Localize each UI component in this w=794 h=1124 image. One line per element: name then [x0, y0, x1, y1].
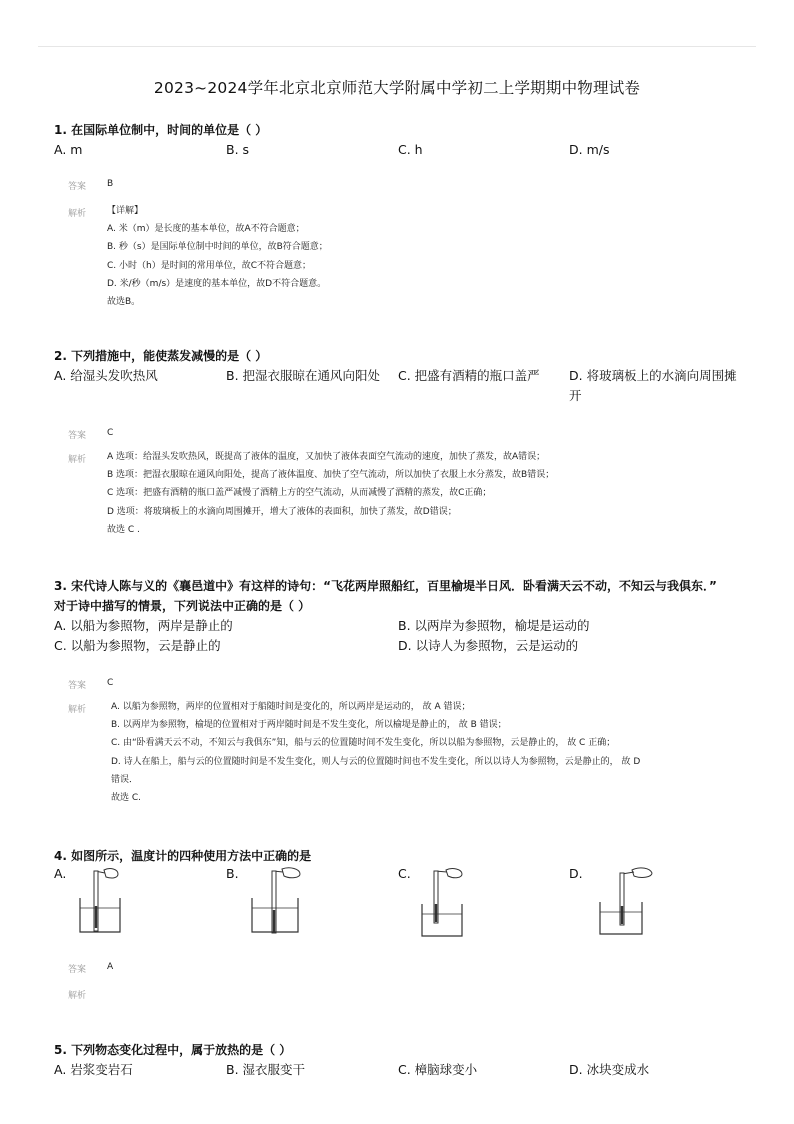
header-rule — [38, 46, 756, 47]
analysis-line: A. 米（m）是长度的基本单位，故A不符合题意； — [107, 224, 305, 235]
answer-value: C — [107, 428, 114, 438]
answer-value: C — [107, 678, 114, 688]
beaker-thermometer-icon — [586, 864, 666, 938]
question-2 — [54, 346, 744, 535]
figure-label-a[interactable]: A. — [54, 866, 67, 881]
figure-label-b[interactable]: B. — [226, 866, 239, 881]
analysis-label: 解析 — [68, 455, 87, 465]
beaker-thermometer-icon — [68, 866, 132, 936]
analysis-line: C 选项：把盛有酒精的瓶口盖严减慢了酒精上方的空气流动，从而减慢了酒精的蒸发，故C正确； — [107, 488, 492, 499]
answer-label: 答案 — [68, 431, 87, 441]
option-c[interactable]: C. 以船为参照物，云是静止的 — [54, 638, 221, 653]
analysis-line: D 选项：将玻璃板上的水滴向周围摊开，增大了液体的表面积，加快了蒸发，故D错误； — [107, 506, 457, 517]
answer-label: 答案 — [68, 681, 87, 691]
option-c[interactable]: C. 把盛有酒精的瓶口盖严 — [398, 368, 540, 383]
analysis-line: B. 秒（s）是国际单位制中时间的单位，故B符合题意； — [107, 242, 328, 253]
question-stem-cont: 对于诗中描写的情景，下列说法中正确的是（ ） — [54, 599, 311, 613]
options-row — [54, 140, 744, 162]
analysis-line: A. 以船为参照物，两岸的位置相对于船随时间是变化的，所以两岸是运动的， 故 A 错误； — [111, 702, 471, 712]
option-b[interactable]: B. 湿衣服变干 — [226, 1062, 306, 1077]
question-stem: 4. 如图所示，温度计的四种使用方法中正确的是 — [54, 849, 312, 863]
analysis-line: C. 小时（h）是时间的常用单位，故C不符合题意； — [107, 260, 311, 271]
analysis-line: 错误． — [111, 774, 139, 785]
analysis-line: D. 米/秒（m/s）是速度的基本单位，故D不符合题意。 — [107, 278, 327, 289]
answer-label: 答案 — [68, 182, 87, 192]
option-b[interactable]: B. 以两岸为参照物，榆堤是运动的 — [398, 618, 590, 633]
analysis-line: 故选B。 — [107, 297, 141, 308]
page-title: 2023~2024学年北京北京师范大学附属中学初二上学期期中物理试卷 — [153, 79, 641, 97]
option-b[interactable]: B. s — [226, 142, 250, 157]
question-5 — [54, 1040, 744, 1082]
option-c[interactable]: C. 樟脑球变小 — [398, 1062, 478, 1077]
question-stem: 5. 下列物态变化过程中，属于放热的是（ ） — [54, 1043, 292, 1057]
figure-label-d[interactable]: D. — [569, 866, 583, 881]
answer-label: 答案 — [68, 965, 87, 975]
analysis-line: B. 以两岸为参照物，榆堤的位置相对于两岸随时间是不发生变化，所以榆堤是静止的， 故 B 错误； — [111, 720, 507, 731]
answer-value: A — [107, 962, 114, 972]
analysis-label: 解析 — [68, 991, 87, 1001]
question-stem: 2. 下列措施中，能使蒸发减慢的是（ ） — [54, 349, 268, 363]
analysis-line: B 选项：把湿衣服晾在通风向阳处，提高了液体温度、加快了空气流动，所以加快了衣服上水分蒸发，故B错误； — [107, 470, 555, 481]
analysis-label: 解析 — [68, 209, 87, 219]
option-a[interactable]: A. m — [54, 142, 83, 157]
analysis-text — [111, 698, 751, 807]
option-a[interactable]: A. 岩浆变岩石 — [54, 1062, 133, 1077]
analysis-line: 故选 C. — [111, 793, 142, 804]
question-3 — [54, 576, 744, 804]
option-d[interactable]: D. 将玻璃板上的水滴向周围摊开 — [569, 368, 737, 403]
analysis-text — [107, 448, 747, 539]
options-grid — [54, 616, 744, 658]
beaker-thermometer-icon — [244, 866, 314, 936]
analysis-line: D. 诗人在船上，船与云的位置随时间是不发生变化，则人与云的位置随时间也不发生变化，所以以诗人为参照物，云是静止的， 故 D — [111, 756, 641, 767]
analysis-line: 故选 C . — [107, 524, 140, 535]
option-c[interactable]: C. h — [398, 142, 423, 157]
option-d[interactable]: D. 冰块变成水 — [569, 1062, 650, 1077]
question-stem: 1. 在国际单位制中，时间的单位是（ ） — [54, 123, 268, 137]
question-stem: 3. 宋代诗人陈与义的《襄邑道中》有这样的诗句：“飞花两岸照船红，百里榆堤半日风．卧看满天云不动，不知云与我俱东．” — [54, 579, 717, 593]
question-1 — [54, 120, 744, 308]
figure-label-c[interactable]: C. — [398, 866, 411, 881]
analysis-label: 解析 — [68, 705, 87, 715]
analysis-text — [107, 202, 747, 311]
options-row — [54, 1060, 744, 1082]
beaker-thermometer-icon — [418, 866, 482, 940]
answer-value: B — [107, 179, 114, 189]
analysis-line: 【详解】 — [107, 206, 144, 216]
question-4 — [54, 846, 744, 1006]
option-a[interactable]: A. 以船为参照物，两岸是静止的 — [54, 618, 233, 633]
option-b[interactable]: B. 把湿衣服晾在通风向阳处 — [226, 368, 381, 383]
analysis-line: C. 由“卧看满天云不动，不知云与我俱东”知，船与云的位置随时间不发生变化，所以以船为参照物，云是静止的， 故 C 正确； — [111, 738, 616, 749]
option-d[interactable]: D. 以诗人为参照物，云是运动的 — [398, 638, 579, 653]
option-d[interactable]: D. m/s — [569, 142, 610, 157]
options-row — [54, 366, 744, 408]
option-a[interactable]: A. 给湿头发吹热风 — [54, 368, 158, 383]
analysis-line: A 选项：给湿头发吹热风，既提高了液体的温度，又加快了液体表面空气流动的速度，加快了蒸发，故A错误； — [107, 452, 546, 462]
